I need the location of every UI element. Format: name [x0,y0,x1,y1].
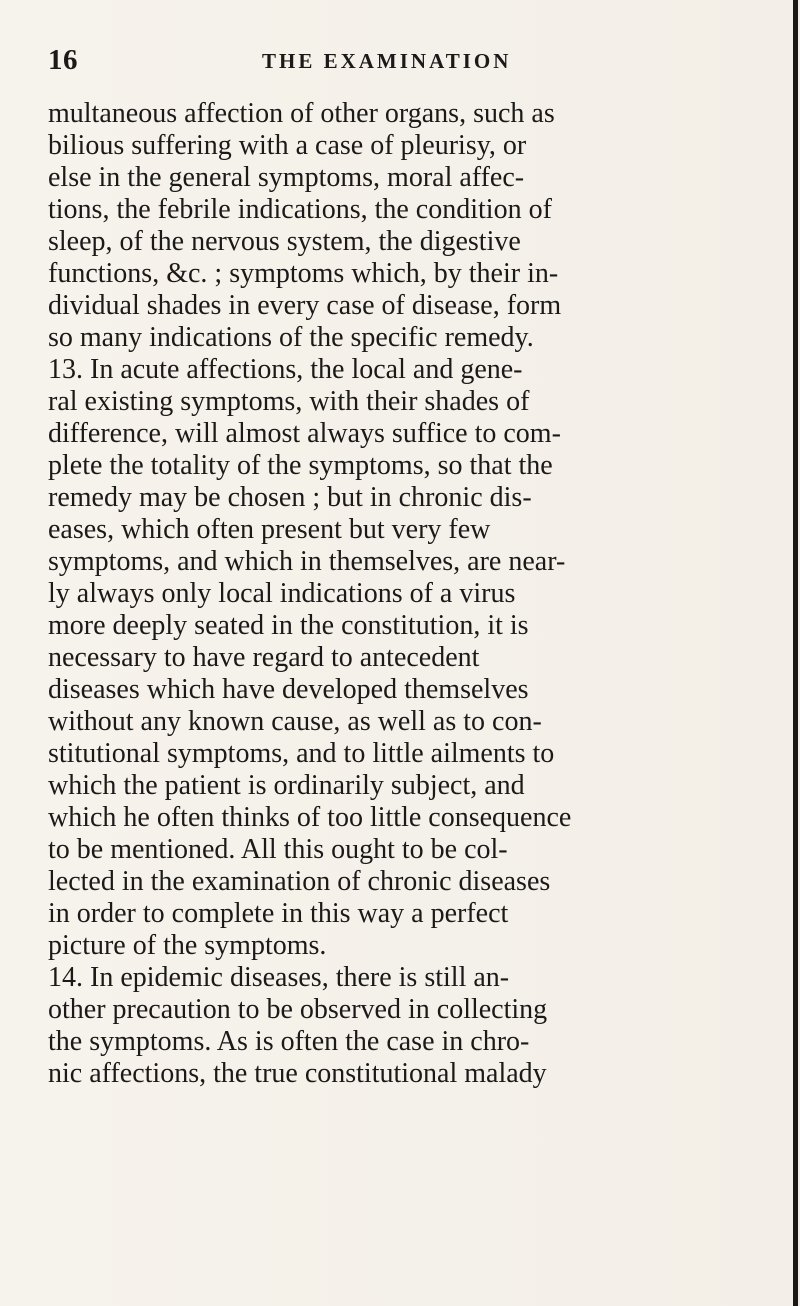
text-line-6: functions, &c. ; symptoms which, by their in- [48,258,559,289]
text-line-27: picture of the symptoms. [48,930,327,961]
text-line-1: multaneous affection of other organs, such as [48,98,555,129]
text-line-30: the symptoms. As is often the case in chro- [48,1026,530,1057]
body-text [48,98,750,1090]
page-number: 16 [48,44,78,76]
text-line-11: difference, will almost always suffice to com- [48,418,561,449]
text-line-25: lected in the examination of chronic diseases [48,866,551,897]
text-line-4: tions, the febrile indications, the condition of [48,194,552,225]
text-line-13: remedy may be chosen ; but in chronic dis- [48,482,532,513]
text-line-12: plete the totality of the symptoms, so that the [48,450,553,481]
text-line-31: nic affections, the true constitutional malady [48,1058,547,1089]
text-line-21: stitutional symptoms, and to little ailments to [48,738,555,769]
text-line-8: so many indications of the specific remedy. [48,322,534,353]
page-edge-shadow [793,0,798,1306]
text-line-19: diseases which have developed themselves [48,674,529,705]
text-line-29: other precaution to be observed in collecting [48,994,548,1025]
text-line-3: else in the general symptoms, moral affec- [48,162,525,193]
text-line-16: ly always only local indications of a virus [48,578,516,609]
text-line-28: 14. In epidemic diseases, there is still an- [48,962,510,993]
text-line-23: which he often thinks of too little consequence [48,802,572,833]
text-line-26: in order to complete in this way a perfect [48,898,509,929]
running-title: THE EXAMINATION [262,49,512,73]
text-line-15: symptoms, and which in themselves, are near- [48,546,566,577]
text-line-22: which the patient is ordinarily subject, and [48,770,525,801]
text-line-5: sleep, of the nervous system, the digestive [48,226,521,257]
text-line-10: ral existing symptoms, with their shades of [48,386,530,417]
text-line-7: dividual shades in every case of disease, form [48,290,562,321]
text-line-17: more deeply seated in the constitution, it is [48,610,529,641]
text-line-2: bilious suffering with a case of pleurisy, or [48,130,527,161]
text-line-14: eases, which often present but very few [48,514,491,545]
page-header [48,40,748,80]
text-line-9: 13. In acute affections, the local and gene- [48,354,523,385]
text-line-18: necessary to have regard to antecedent [48,642,480,673]
text-line-20: without any known cause, as well as to con- [48,706,542,737]
text-line-24: to be mentioned. All this ought to be col- [48,834,508,865]
